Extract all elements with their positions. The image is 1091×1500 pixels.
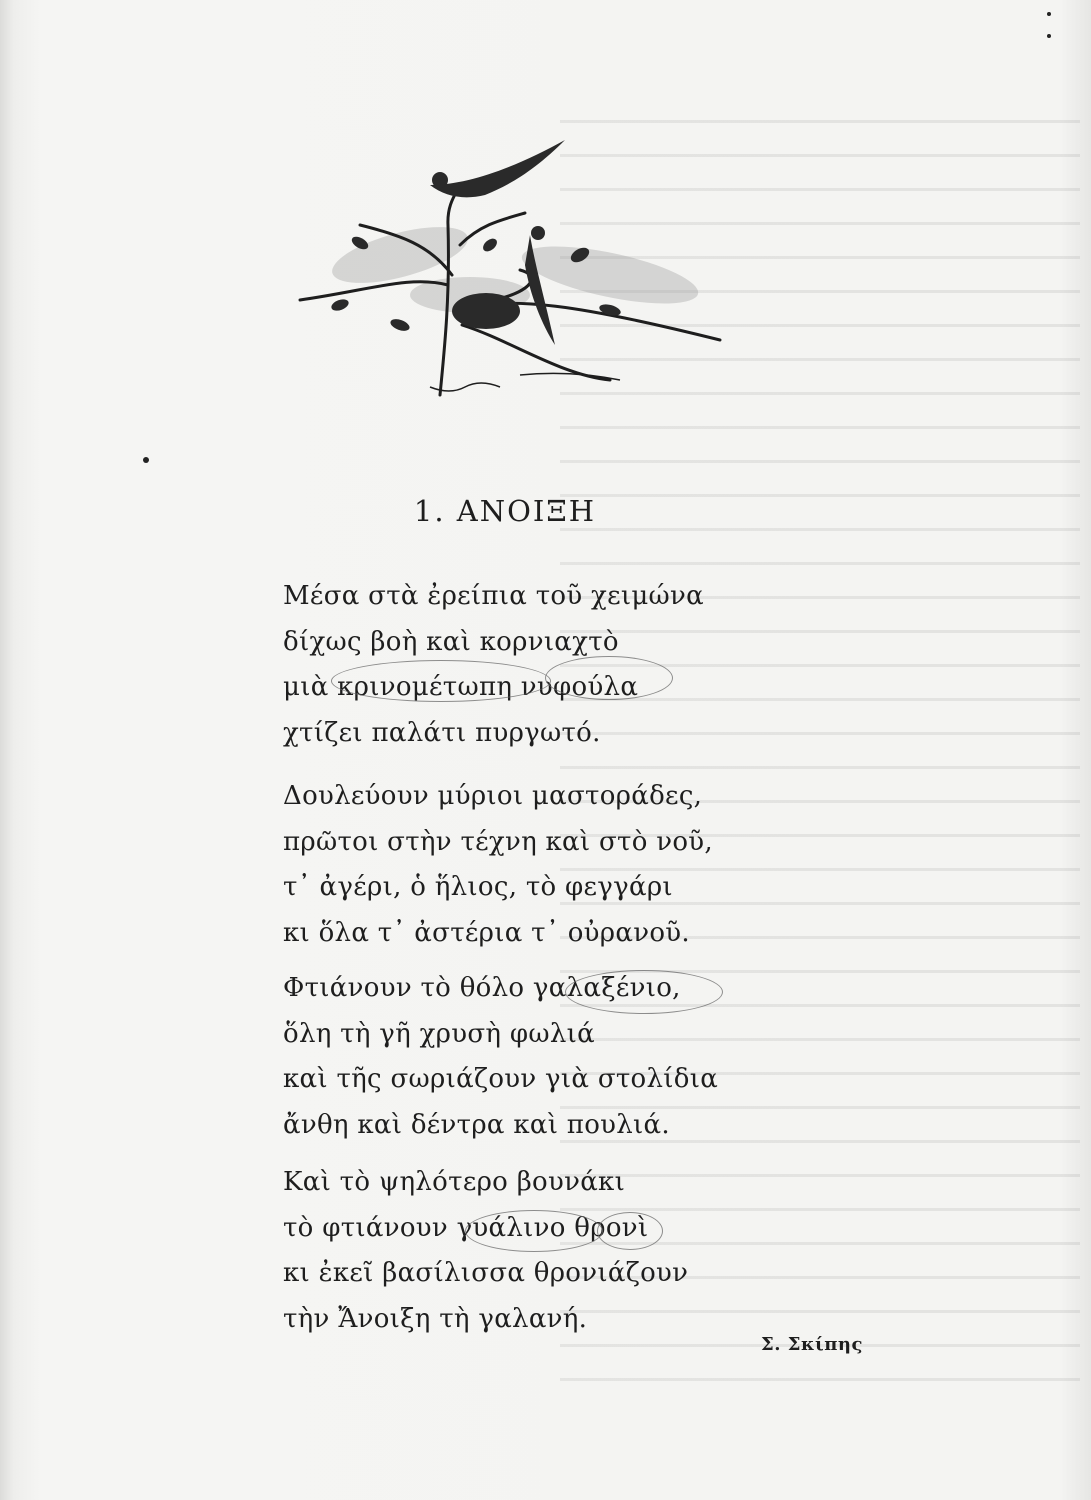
poem-line: δίχως βοὴ καὶ κορνιαχτὸ — [283, 626, 619, 657]
poem-line: τὸ φτιάνουν γυάλινο θρονὶ — [283, 1212, 649, 1243]
poem-line: Δουλεύουν μύριοι μαστοράδες, — [283, 781, 703, 811]
poem-line: μιὰ κρινομέτωπη νυφούλα — [283, 672, 639, 702]
author-signature: Σ. Σκίπης — [761, 1334, 863, 1355]
pencil-circle — [597, 1212, 663, 1250]
poem-title: 1. ΑΝΟΙΞΗ — [413, 494, 597, 528]
poem-line: χτίζει παλάτι πυργωτό. — [283, 717, 601, 748]
poem-line: Καὶ τὸ ψηλότερο βουνάκι — [283, 1167, 626, 1197]
poem-line: ἄνθη καὶ δέντρα καὶ πουλιά. — [283, 1109, 670, 1140]
pencil-circle — [331, 660, 551, 702]
pencil-circle — [565, 970, 723, 1014]
poem-line: πρῶτοι στὴν τέχνη καὶ στὸ νοῦ, — [283, 826, 713, 857]
bird-nest-branch-icon — [280, 125, 740, 415]
ink-speck — [1047, 34, 1051, 38]
poem-line: τ᾿ ἀγέρι, ὁ ἥλιος, τὸ φεγγάρι — [283, 872, 673, 902]
poem-line: κι ἐκεῖ βασίλισσα θρονιάζουν — [283, 1258, 689, 1288]
poem-line: Φτιάνουν τὸ θόλο γαλαξένιο, — [283, 973, 681, 1003]
poem-line: καὶ τῆς σωριάζουν γιὰ στολίδια — [283, 1064, 719, 1094]
poem-line: τὴν Ἄνοιξη τὴ γαλανή. — [283, 1303, 588, 1334]
pencil-circle — [465, 1210, 603, 1252]
poem-line: κι ὅλα τ᾿ ἀστέρια τ᾿ οὐρανοῦ. — [283, 917, 690, 948]
poem-line: Μέσα στὰ ἐρείπια τοῦ χειμώνα — [283, 581, 705, 611]
poem-line: ὅλη τὴ γῆ χρυσὴ φωλιά — [283, 1018, 595, 1049]
ink-speck — [1047, 12, 1051, 16]
ink-speck — [143, 457, 149, 463]
pencil-circle — [545, 656, 673, 700]
stanza-2 — [283, 774, 743, 956]
